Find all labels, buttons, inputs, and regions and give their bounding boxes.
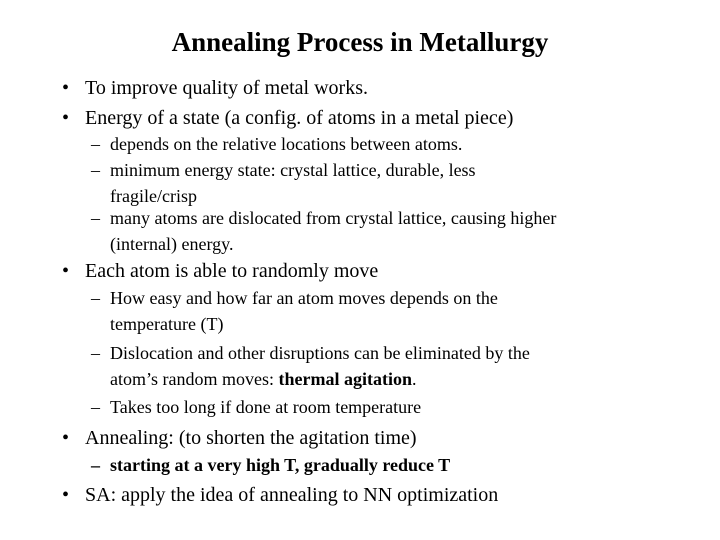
bullet-text: Each atom is able to randomly move <box>85 260 379 282</box>
sub-bullet-text: Dislocation and other disruptions can be eliminated by the <box>110 343 530 363</box>
sub-bullet-text: How easy and how far an atom moves depends on the <box>110 288 498 308</box>
bullet-icon: • <box>62 427 70 449</box>
bullet-text: To improve quality of metal works. <box>85 77 368 99</box>
sub-bullet-continuation: (internal) energy. <box>110 234 234 254</box>
bullet-text: SA: apply the idea of annealing to NN optimization <box>85 484 499 506</box>
dash-icon: – <box>91 455 100 475</box>
dash-icon: – <box>91 160 100 180</box>
dash-icon: – <box>91 288 100 308</box>
dash-icon: – <box>91 208 100 228</box>
continuation-period: . <box>411 369 417 389</box>
dash-icon: – <box>91 343 100 363</box>
bullet-icon: • <box>62 107 70 129</box>
sub-bullet-continuation: temperature (T) <box>110 314 224 334</box>
sub-bullet-text: many atoms are dislocated from crystal lattice, causing higher <box>110 208 557 228</box>
bullet-icon: • <box>62 77 70 99</box>
bullet-icon: • <box>62 260 70 282</box>
bullet-icon: • <box>62 484 70 506</box>
sub-bullet-text: starting at a very high T, gradually reduce T <box>110 455 451 475</box>
bullet-text: Energy of a state (a config. of atoms in a metal piece) <box>85 107 514 129</box>
sub-bullet-text: depends on the relative locations between atoms. <box>110 134 463 154</box>
dash-icon: – <box>91 397 100 417</box>
sub-bullet-continuation <box>110 366 416 392</box>
bullet-text: Annealing: (to shorten the agitation time) <box>85 427 417 449</box>
continuation-text: atom’s random moves: <box>110 369 279 389</box>
sub-bullet-text: Takes too long if done at room temperature <box>110 397 422 417</box>
slide-title: Annealing Process in Metallurgy <box>171 27 549 57</box>
sub-bullet-continuation: fragile/crisp <box>110 186 197 206</box>
dash-icon: – <box>91 134 100 154</box>
thermal-agitation-term: thermal agitation <box>278 369 412 389</box>
sub-bullet-text: minimum energy state: crystal lattice, durable, less <box>110 160 476 180</box>
